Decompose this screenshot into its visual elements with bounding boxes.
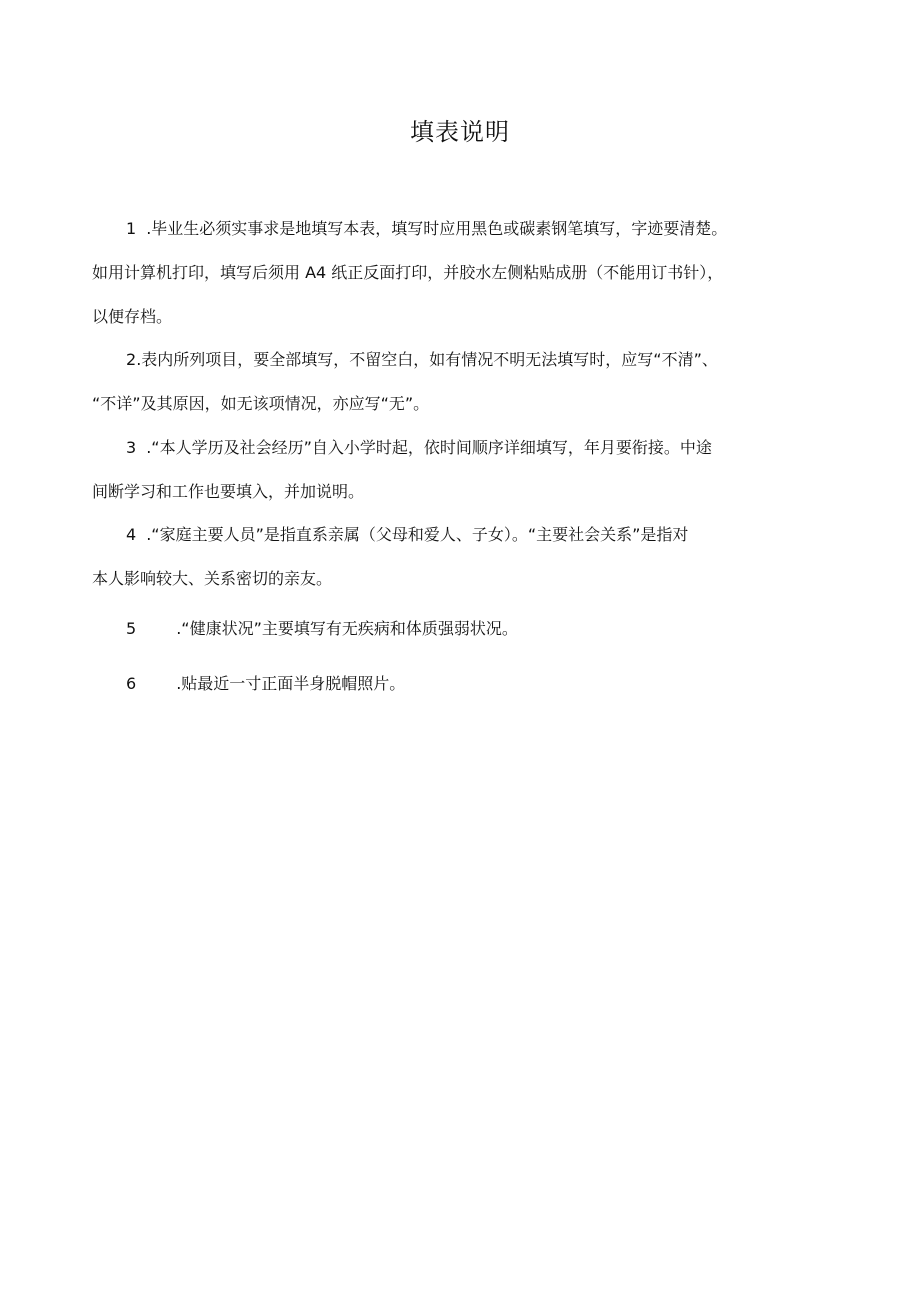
item-text: .“家庭主要人员”是指直系亲属（父母和爱人、子女）。“主要社会关系”是指对 <box>146 525 689 544</box>
item-text: .毕业生必须实事求是地填写本表，填写时应用黑色或碳素钢笔填写，字迹要清楚。 <box>146 219 728 238</box>
instruction-item-4 <box>92 513 842 601</box>
item-number: 6 <box>126 674 137 693</box>
instruction-item-3 <box>92 426 842 514</box>
instruction-line: 如用计算机打印，填写后须用 A4 纸正反面打印，并胶水左侧粘贴成册（不能用订书针）， <box>92 263 724 282</box>
page-title: 填表说明 <box>410 118 510 146</box>
instruction-item-2 <box>92 338 842 426</box>
instruction-line <box>92 338 842 382</box>
instruction-item-6 <box>92 662 842 706</box>
instruction-line <box>92 513 842 557</box>
instruction-line <box>92 207 842 251</box>
item-number: 5 <box>126 619 137 638</box>
item-number: 3 <box>126 438 137 457</box>
instruction-line <box>92 426 842 470</box>
item-text: .“健康状况”主要填写有无疾病和体质强弱状况。 <box>176 619 518 638</box>
instruction-line: 本人影响较大、关系密切的亲友。 <box>92 569 333 588</box>
instruction-line <box>92 662 842 706</box>
instruction-line: 间断学习和工作也要填入，并加说明。 <box>92 482 365 501</box>
item-text: .表内所列项目，要全部填写，不留空白，如有情况不明无法填写时，应写“不清”、 <box>136 350 718 369</box>
instruction-item-5 <box>92 607 842 651</box>
item-text: .“本人学历及社会经历”自入小学时起，依时间顺序详细填写，年月要衔接。中途 <box>146 438 712 457</box>
item-text: .贴最近一寸正面半身脱帽照片。 <box>176 674 406 693</box>
instruction-line <box>92 607 842 651</box>
item-number: 2 <box>126 350 137 369</box>
instruction-line: 以便存档。 <box>92 307 173 326</box>
item-number: 4 <box>126 525 137 544</box>
item-number: 1 <box>126 219 137 238</box>
instruction-line: “不详”及其原因，如无该项情况，亦应写“无”。 <box>92 394 430 413</box>
instruction-item-1 <box>92 207 842 339</box>
